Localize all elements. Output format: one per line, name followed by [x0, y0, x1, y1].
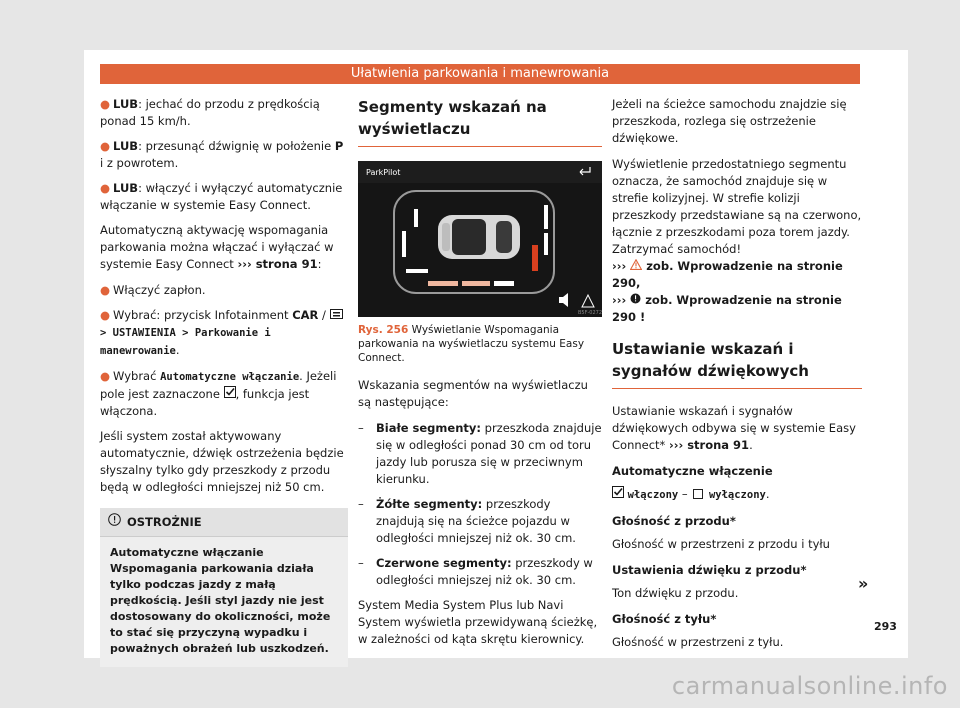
bullet-item — [100, 282, 348, 299]
figure-caption — [358, 323, 602, 365]
list-text: przeszkoda znajduje się w odległości ponad 30 cm od toru jazdy lub porusza się w przeciwnym kierunku. — [376, 421, 602, 486]
section-heading-wrap — [612, 338, 862, 389]
list-key: Czerwone segmenty: — [376, 556, 512, 570]
paragraph-text: . — [749, 438, 753, 452]
bullet-key: LUB — [113, 181, 139, 195]
continue-arrow: » — [858, 574, 869, 593]
setting-text: Głośność w przestrzeni z przodu i tyłu — [612, 537, 830, 551]
reference-line[interactable] — [612, 258, 862, 292]
warning-text: Automatyczne włączanie Wspomagania parkowania działa tylko podczas jazdy z małą prędkością. Jeśli styl jazdy nie jest dostosowany do okoliczności, może to stać się przyczyną wypadku i poważnych obrażeń lub uszkodzeń. — [110, 546, 331, 655]
bullet-item — [100, 307, 348, 360]
bullet-icon: ● — [100, 369, 111, 383]
menu-path: > USTAWIENIA > Parkowanie i manewrowanie — [100, 327, 271, 357]
option-on: włączony — [627, 489, 679, 501]
list-dash: – — [358, 556, 364, 570]
paragraph-text: : — [317, 257, 322, 271]
reference-line[interactable] — [612, 292, 862, 326]
caption-text: Wyświetlanie Wspomagania parkowania na wyświetlaczu systemu Easy Connect. — [358, 324, 585, 364]
segment-white — [544, 233, 548, 255]
page-reference-link[interactable]: ››› strona 91 — [668, 438, 750, 452]
checkbox-checked-icon — [224, 386, 236, 403]
segment-white — [414, 209, 418, 227]
setting-text: Ton dźwięku z przodu. — [612, 586, 739, 600]
list-item — [358, 555, 602, 589]
list-key: Białe segmenty: — [376, 421, 481, 435]
warning-box — [100, 508, 348, 667]
bullet-text: Wybrać — [113, 369, 161, 383]
warning-triangle-icon — [630, 258, 642, 275]
paragraph: Wyświetlenie przedostatniego segmentu oznacza, że samochód znajduje się w strefie kolizyjnej. W strefie kolizji przeszkody przedstawiane są na czerwono, łącznie z przeszkodami poza torem jazdy. Zatrzymać samochód! — [612, 157, 862, 256]
setting-text: Głośność w przestrzeni z tyłu. — [612, 635, 784, 649]
bullet-icon: ● — [100, 97, 111, 111]
reference-arrows: ››› — [612, 293, 627, 307]
warning-title: OSTROŻNIE — [127, 514, 202, 529]
page-reference-link[interactable]: zob. Wprowadzenie na stronie 290 — [612, 293, 842, 324]
section-header: Ułatwienia parkowania i manewrowania — [100, 64, 860, 84]
paragraph-text: Ustawianie wskazań i sygnałów dźwiękowych odbywa się w systemie Easy Connect* — [612, 404, 856, 452]
list-dash: – — [358, 497, 364, 511]
checkbox-empty-icon — [693, 489, 703, 499]
section-heading: Segmenty wskazań na wyświetlaczu — [358, 98, 547, 138]
bullet-text: : przesunąć dźwignię w położenie — [138, 139, 335, 153]
list-text: przeszkody znajdują się na ścieżce pojazdu w odległości mniejszej niż ok. 30 cm. — [376, 497, 576, 545]
page-number: 293 — [874, 620, 897, 633]
bullet-item — [100, 96, 348, 130]
setting-title: Głośność z przodu* — [612, 514, 736, 528]
figure-code: B5F-0272 — [578, 310, 602, 316]
watermark: carmanualsonline.info — [671, 672, 948, 700]
bullet-text: . Jeżeli pole jest zaznaczone — [100, 369, 337, 401]
parkpilot-figure — [358, 161, 602, 317]
page-reference-link[interactable]: ››› strona 91 — [237, 257, 318, 271]
segment-white — [406, 269, 428, 273]
list-item — [358, 496, 602, 547]
gear-label: P — [334, 139, 344, 153]
list-text: przeszkody w odległości mniejszej niż ok. 30 cm. — [376, 556, 593, 587]
setting-title: Głośność z tyłu* — [612, 612, 717, 626]
bullet-icon: ● — [100, 181, 111, 195]
page-reference-link[interactable]: zob. Wprowadzenie na stronie 290 — [612, 259, 843, 290]
reference-arrows: ››› — [612, 259, 627, 273]
bullet-text: i z powrotem. — [100, 156, 179, 170]
section-heading: Ustawianie wskazań i sygnałów dźwiękowych — [612, 340, 809, 380]
column-middle — [358, 96, 602, 657]
bullet-text: Włączyć zapłon. — [113, 283, 206, 297]
bullet-text: : jechać do przodu z prędkością ponad 15 km/h. — [100, 97, 320, 128]
segment-red — [532, 245, 538, 271]
bullet-text: Wybrać: przycisk Infotainment — [113, 308, 293, 322]
separator: – — [678, 487, 692, 501]
bullet-icon: ● — [100, 308, 111, 322]
bullet-item — [100, 368, 348, 420]
menu-icon — [330, 307, 343, 324]
column-left — [100, 96, 348, 667]
checkbox-checked-icon — [612, 486, 624, 503]
paragraph: Wskazania segmentów na wyświetlaczu są następujące: — [358, 378, 588, 409]
reference-punct: ! — [636, 310, 646, 324]
setting-title: Automatyczne włączenie — [612, 464, 773, 478]
paragraph: Jeżeli na ścieżce samochodu znajdzie się przeszkoda, rozlega się ostrzeżenie dźwiękowe. — [612, 97, 847, 145]
bullet-key: LUB — [113, 139, 139, 153]
screen-title: ParkPilot — [366, 168, 401, 177]
car-button-label: CAR — [292, 308, 319, 322]
segment-beige — [428, 281, 458, 286]
figure-label: Rys. 256 — [358, 324, 409, 336]
bullet-key: LUB — [113, 97, 139, 111]
setting-options — [612, 486, 862, 504]
menu-option: Automatyczne włączanie — [160, 371, 300, 383]
car-top-view-icon — [438, 215, 520, 259]
list-key: Żółte segmenty: — [376, 497, 483, 511]
reference-punct: , — [636, 276, 641, 290]
list-dash: – — [358, 421, 364, 435]
parkpilot-screen — [358, 161, 602, 317]
option-off: wyłączony — [708, 489, 766, 501]
bullet-item — [100, 138, 348, 172]
paragraph: Jeśli system został aktywowany automatycznie, dźwięk ostrzeżenia będzie słyszalny tylko gdy przeszkody z przodu będą w odległości mniejszej niż 50 cm. — [100, 429, 344, 494]
alert-circle-icon — [630, 292, 641, 309]
warning-header — [100, 508, 348, 537]
setting-title: Ustawienia dźwięku z przodu* — [612, 563, 807, 577]
list-item — [358, 420, 602, 488]
section-heading-wrap — [358, 96, 602, 147]
bullet-text: : włączyć i wyłączyć automatycznie włączanie w systemie Easy Connect. — [100, 181, 343, 212]
column-right — [612, 96, 862, 660]
bullet-icon: ● — [100, 139, 111, 153]
bullet-text: , funkcja jest włączona. — [100, 387, 310, 418]
segment-white — [402, 231, 406, 257]
segment-white — [494, 281, 514, 286]
paragraph — [100, 222, 348, 273]
bullet-text: . — [175, 343, 180, 357]
bullet-icon: ● — [100, 283, 111, 297]
bullet-item — [100, 180, 348, 214]
paragraph: System Media System Plus lub Navi System wyświetla przewidywaną ścieżkę, w zależności od kąta skrętu kierownicy. — [358, 598, 598, 646]
segment-beige — [462, 281, 490, 286]
paragraph-text: Automatyczną aktywację wspomagania parkowania można włączać i wyłączać w systemie Easy Connect — [100, 223, 334, 271]
segment-white — [544, 205, 548, 229]
info-circle-icon — [108, 513, 121, 531]
separator: / — [318, 308, 330, 322]
separator: . — [765, 487, 770, 501]
